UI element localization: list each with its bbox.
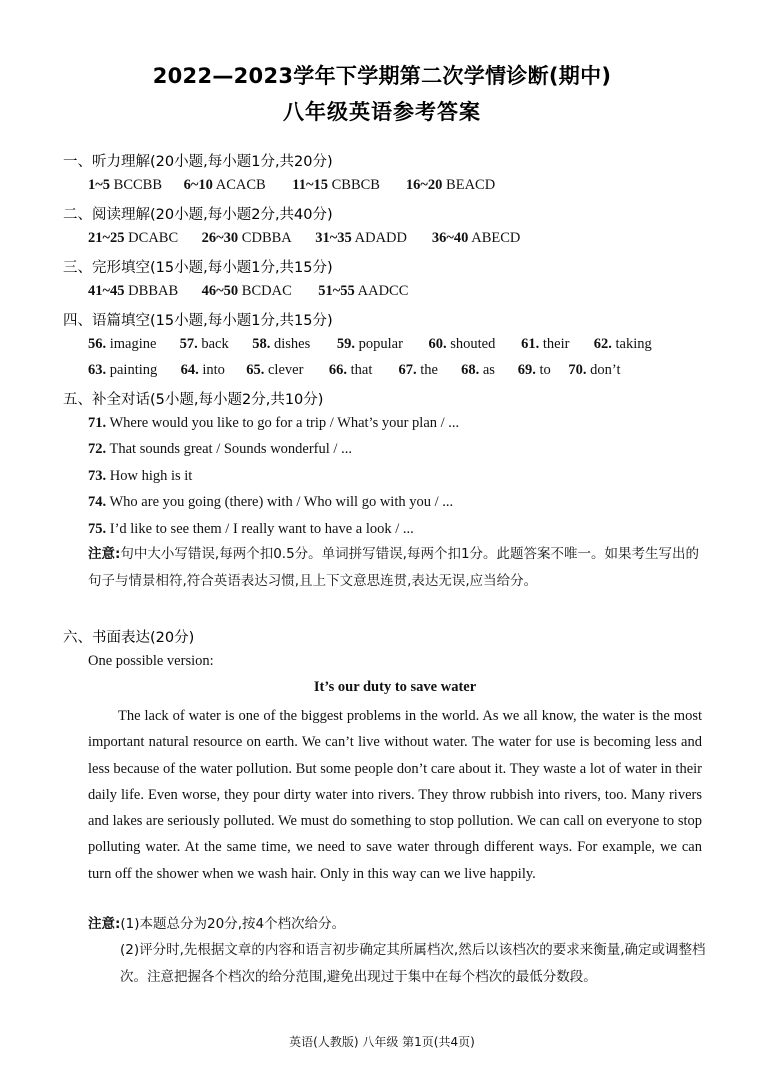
dialogue-answer: 71. Where would you like to go for a trip / What’s your plan / ... (88, 415, 460, 431)
fill-answer: 65. clever (246, 362, 304, 378)
answer-group: 41~45 DBBAB (88, 283, 179, 299)
essay-title: It’s our duty to save water (313, 679, 477, 695)
fill-answer: 70. don’t (568, 362, 621, 378)
answer-group: 46~50 BCDAC (201, 283, 292, 299)
fill-answer: 59. popular (336, 336, 403, 352)
fill-answer: 64. into (180, 362, 225, 378)
fill-answer: 67. the (398, 362, 438, 378)
writing-scoring-note-2: (2)评分时,先根据文章的内容和语言初步确定其所属档次,然后以该档次的要求来衡量,确定或调整档次。注意把握各个档次的给分范围,避免出现过于集中在每个档次的最低分数段。 (120, 942, 706, 985)
answer-group: 11~15 CBBCB (292, 177, 380, 193)
answer-group: 26~30 CDBBA (201, 230, 292, 246)
fill-answer: 63. painting (88, 362, 158, 378)
section-heading-dialogue: 五、补全对话(5小题,每小题2分,共10分) (63, 392, 324, 408)
answer-group: 51~55 AADCC (318, 283, 409, 299)
answer-group: 31~35 ADADD (315, 230, 407, 246)
fill-answer: 68. as (461, 362, 495, 378)
answer-group: 1~5 BCCBB (88, 177, 163, 193)
answer-group: 16~20 BEACD (405, 177, 496, 193)
page-subtitle: 八年级英语参考答案 (283, 100, 481, 124)
answer-group: 36~40 ABECD (431, 230, 521, 246)
fill-answer: 69. to (517, 362, 551, 378)
dialogue-answer: 75. I’d like to see them / I really want to have a look / ... (88, 521, 414, 537)
fill-answer: 56. imagine (88, 336, 157, 352)
fill-answer: 61. their (521, 336, 570, 352)
essay-intro: One possible version: (88, 653, 214, 669)
fill-answer: 60. shouted (428, 336, 496, 352)
answer-group: 21~25 DCABC (88, 230, 179, 246)
answer-group: 6~10 ACACB (183, 177, 266, 193)
page-title: 2022—2023学年下学期第二次学情诊断(期中) (152, 64, 612, 88)
answer-row-listening (88, 177, 495, 194)
section-heading-writing: 六、书面表达(20分) (63, 630, 195, 646)
answer-row-passage-fill-2 (88, 362, 620, 379)
fill-answer: 62. taking (593, 336, 652, 352)
fill-answer: 57. back (179, 336, 229, 352)
dialogue-answer: 72. That sounds great / Sounds wonderful / ... (88, 441, 352, 457)
answer-row-reading (88, 230, 520, 247)
dialogue-answer: 73. How high is it (88, 468, 193, 484)
section-heading-passage-fill: 四、语篇填空(15小题,每小题1分,共15分) (63, 313, 333, 329)
writing-scoring-note-1: 注意:(1)本题总分为20分,按4个档次给分。 (88, 916, 346, 932)
section-heading-cloze: 三、完形填空(15小题,每小题1分,共15分) (63, 260, 333, 276)
fill-answer: 66. that (328, 362, 373, 378)
section-heading-reading: 二、阅读理解(20小题,每小题2分,共40分) (63, 207, 333, 223)
essay-body: The lack of water is one of the biggest problems in the world. As we all know, the water is the most important natural resource on earth. We can’t live without water. The water for use is becoming less and less because of the water pollution. But some people don’t care about it. They waste a lot of water in their daily life. Even worse, they pour dirty water into rivers. They throw rubbish into rivers, too. Many rivers and lakes are seriously polluted. We must do something to stop pollution. We can call on everyone to stop polluting water. At the same time, we need to save water through different ways. For example, we can turn off the shower when we wash hair. Only in this way can we live happily. (88, 708, 702, 882)
fill-answer: 58. dishes (252, 336, 311, 352)
answer-row-passage-fill-1 (88, 336, 652, 353)
dialogue-scoring-note: 注意:句中大小写错误,每两个扣0.5分。单词拼写错误,每两个扣1分。此题答案不唯一。如果考生写出的句子与情景相符,符合英语表达习惯,且上下文意思连贯,表达无误,应当给分。 (88, 546, 700, 589)
answer-row-cloze (88, 283, 408, 300)
dialogue-answer: 74. Who are you going (there) with / Who will go with you / ... (88, 494, 454, 510)
section-heading-listening: 一、听力理解(20小题,每小题1分,共20分) (63, 154, 333, 170)
page-footer: 英语(人教版) 八年级 第1页(共4页) (289, 1035, 475, 1049)
